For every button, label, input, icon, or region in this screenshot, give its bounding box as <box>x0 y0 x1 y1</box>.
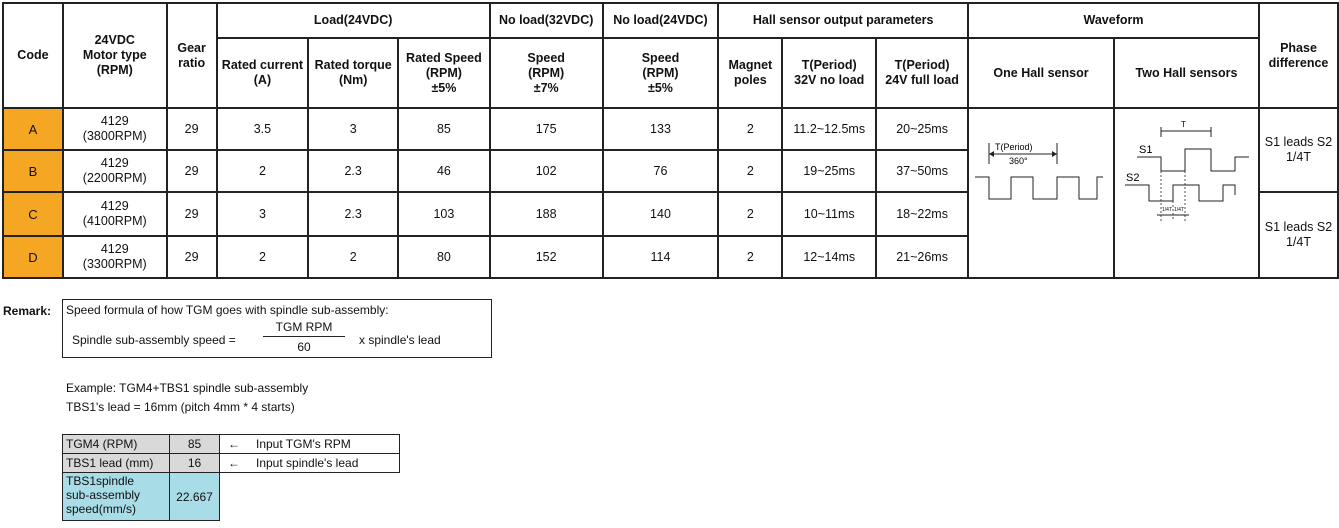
header-waveform: Waveform <box>968 3 1259 38</box>
header-speed-24: Speed (RPM) ±5% <box>603 38 719 108</box>
row-speed32: 152 <box>490 236 603 278</box>
header-motor-type: 24VDC Motor type (RPM) <box>63 3 167 108</box>
row-speed32: 175 <box>490 108 603 150</box>
row-code: A <box>3 108 63 150</box>
row-motor: 4129 (3300RPM) <box>63 236 167 278</box>
row-torque: 3 <box>308 108 398 150</box>
rpm-label: TGM4 (RPM) <box>63 435 170 454</box>
lead-label: TBS1 lead (mm) <box>63 454 170 473</box>
row-code: C <box>3 192 63 236</box>
row-gear: 29 <box>167 236 217 278</box>
period-label: T(Period) <box>995 142 1033 152</box>
lead-input[interactable]: 16 <box>170 454 220 473</box>
header-load-group: Load(24VDC) <box>217 3 490 38</box>
formula-denominator: 60 <box>297 340 311 354</box>
header-rated-speed: Rated Speed (RPM) ±5% <box>398 38 490 108</box>
header-t-period-24: T(Period) 24V full load <box>876 38 968 108</box>
lead-note <box>220 454 400 473</box>
row-motor: 4129 (2200RPM) <box>63 150 167 192</box>
row-gear: 29 <box>167 150 217 192</box>
two-hall-waveform-diagram <box>1117 109 1256 273</box>
row-t24: 21~26ms <box>876 236 968 278</box>
header-code: Code <box>3 3 63 108</box>
rpm-note-text: Input TGM's RPM <box>256 437 351 451</box>
row-current: 2 <box>217 236 309 278</box>
result-value: 22.667 <box>170 473 220 521</box>
header-speed-32: Speed (RPM) ±7% <box>490 38 603 108</box>
row-t24: 37~50ms <box>876 150 968 192</box>
row-rated-speed: 46 <box>398 150 490 192</box>
row-current: 2 <box>217 150 309 192</box>
header-rated-torque: Rated torque (Nm) <box>308 38 398 108</box>
row-poles: 2 <box>718 108 782 150</box>
square-wave <box>975 177 1103 199</box>
formula-title: Speed formula of how TGM goes with spindle sub-assembly: <box>66 303 389 317</box>
row-t24: 20~25ms <box>876 108 968 150</box>
s1-label: S1 <box>1139 144 1153 156</box>
row-speed24: 133 <box>603 108 719 150</box>
row-speed24: 140 <box>603 192 719 236</box>
header-rated-current: Rated current (A) <box>217 38 309 108</box>
phase-cd: S1 leads S2 1/4T <box>1259 192 1338 278</box>
table-row <box>3 108 1338 150</box>
row-speed24: 76 <box>603 150 719 192</box>
quarter-label-1: 1/4T <box>1162 207 1173 213</box>
header-two-hall: Two Hall sensors <box>1114 38 1259 108</box>
header-hall-group: Hall sensor output parameters <box>718 3 968 38</box>
left-arrow-icon: ← <box>228 437 240 451</box>
quarter-label-2: 1/4T <box>1174 207 1185 213</box>
header-gear-ratio: Gear ratio <box>167 3 217 108</box>
left-arrow-icon: ← <box>228 456 240 470</box>
motor-spec-table <box>2 2 1339 279</box>
rpm-note <box>220 435 400 454</box>
t-label: T <box>1181 120 1186 129</box>
example-line-1: Example: TGM4+TBS1 spindle sub-assembly <box>66 381 309 395</box>
row-t32: 10~11ms <box>782 192 876 236</box>
phase-ab: S1 leads S2 1/4T <box>1259 108 1338 192</box>
row-poles: 2 <box>718 192 782 236</box>
row-rated-speed: 103 <box>398 192 490 236</box>
formula-lhs: Spindle sub-assembly speed = <box>72 333 236 347</box>
one-hall-waveform-diagram <box>971 109 1111 273</box>
row-code: B <box>3 150 63 192</box>
row-motor: 4129 (3800RPM) <box>63 108 167 150</box>
row-torque: 2.3 <box>308 150 398 192</box>
row-poles: 2 <box>718 236 782 278</box>
angle-label: 360° <box>1009 156 1028 166</box>
row-motor: 4129 (4100RPM) <box>63 192 167 236</box>
row-t32: 12~14ms <box>782 236 876 278</box>
row-t32: 11.2~12.5ms <box>782 108 876 150</box>
speed-calculator <box>62 434 400 521</box>
header-phase-difference: Phase difference <box>1259 3 1338 108</box>
remark-label: Remark: <box>3 304 52 318</box>
formula-rhs: x spindle's lead <box>359 333 441 347</box>
row-t24: 18~22ms <box>876 192 968 236</box>
header-t-period-32: T(Period) 32V no load <box>782 38 876 108</box>
row-rated-speed: 80 <box>398 236 490 278</box>
speed-formula-box <box>62 299 492 358</box>
row-speed32: 188 <box>490 192 603 236</box>
header-magnet-poles: Magnet poles <box>718 38 782 108</box>
two-hall-waveform-cell <box>1114 108 1259 278</box>
s2-wave <box>1125 185 1235 201</box>
row-t32: 19~25ms <box>782 150 876 192</box>
row-speed24: 114 <box>603 236 719 278</box>
row-torque: 2 <box>308 236 398 278</box>
fraction-bar <box>263 336 345 337</box>
row-gear: 29 <box>167 192 217 236</box>
one-hall-waveform-cell <box>968 108 1114 278</box>
row-code: D <box>3 236 63 278</box>
header-one-hall: One Hall sensor <box>968 38 1114 108</box>
header-no-load-24: No load(24VDC) <box>603 3 719 38</box>
s1-wave <box>1137 149 1249 171</box>
s2-label: S2 <box>1126 172 1140 184</box>
formula-numerator: TGM RPM <box>275 320 333 334</box>
row-poles: 2 <box>718 150 782 192</box>
example-text <box>66 379 308 417</box>
lead-note-text: Input spindle's lead <box>256 456 359 470</box>
example-line-2: TBS1's lead = 16mm (pitch 4mm * 4 starts) <box>66 400 295 414</box>
row-speed32: 102 <box>490 150 603 192</box>
row-gear: 29 <box>167 108 217 150</box>
row-rated-speed: 85 <box>398 108 490 150</box>
rpm-input[interactable]: 85 <box>170 435 220 454</box>
header-no-load-32: No load(32VDC) <box>490 3 603 38</box>
row-current: 3 <box>217 192 309 236</box>
row-current: 3.5 <box>217 108 309 150</box>
empty-cell <box>220 473 400 521</box>
result-label: TBS1spindle sub-assembly speed(mm/s) <box>63 473 170 521</box>
row-torque: 2.3 <box>308 192 398 236</box>
